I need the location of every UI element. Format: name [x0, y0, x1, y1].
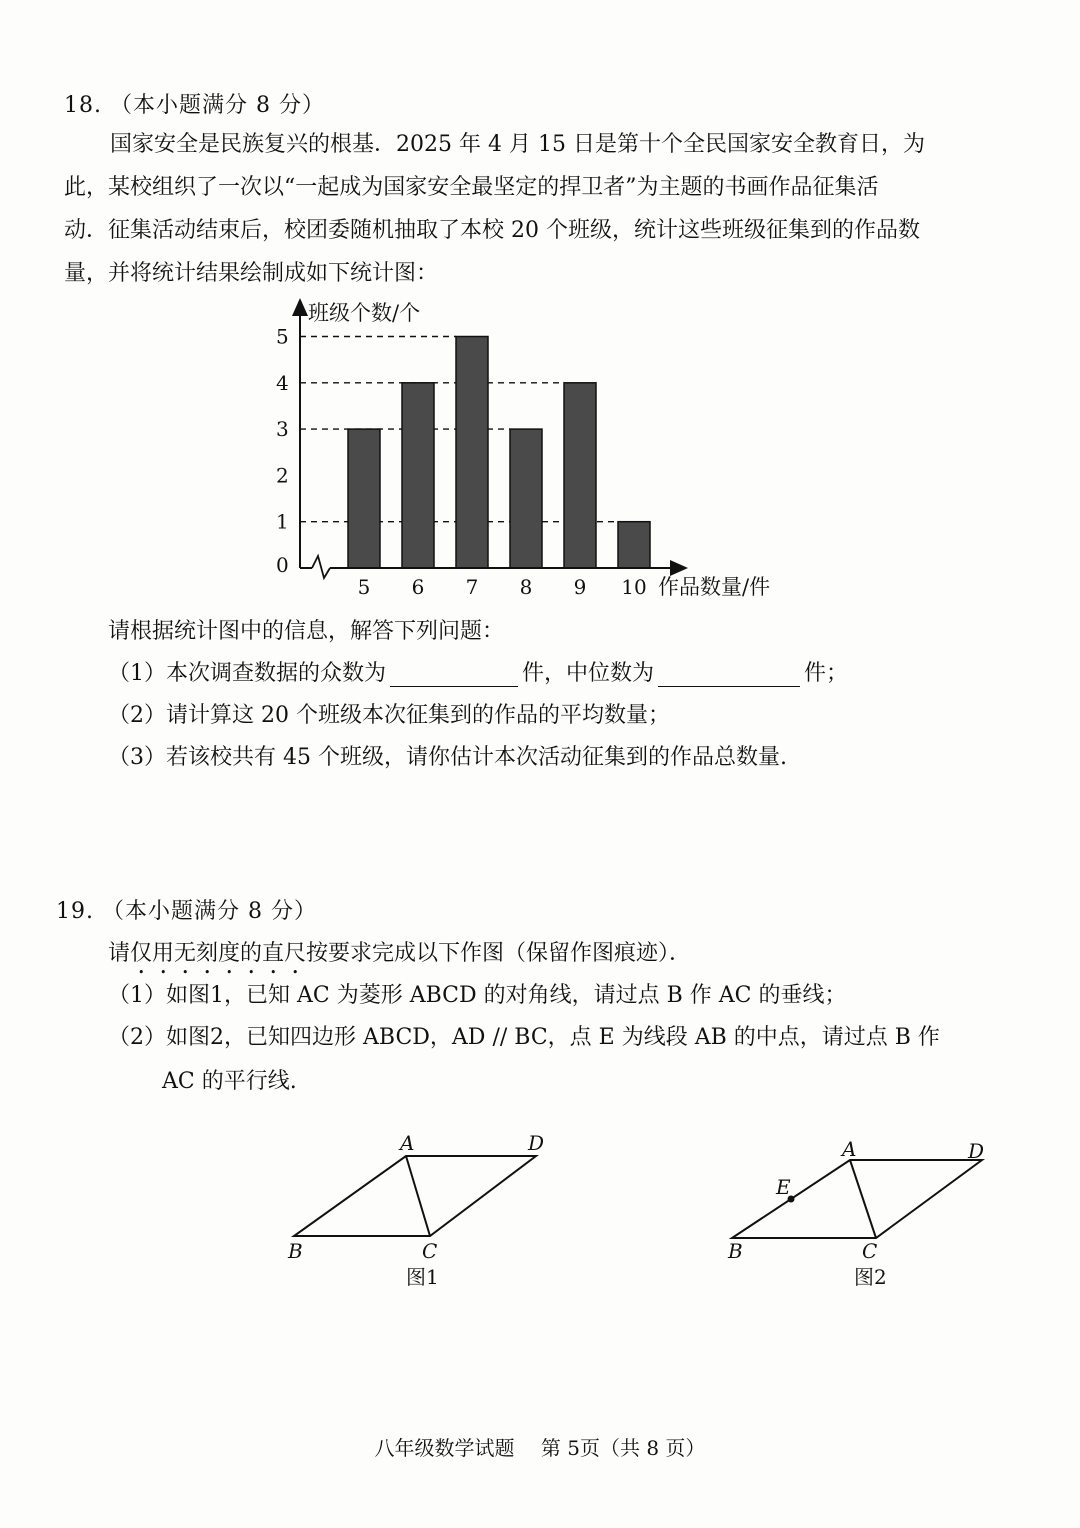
intro-line: 动．征集活动结束后，校团委随机抽取了本校 20 个班级，统计这些班级征集到的作品数	[64, 218, 920, 243]
sub1-text-b: 件，中位数为	[522, 661, 655, 686]
mode-answer-blank[interactable]	[390, 664, 518, 687]
label-d: D	[968, 1139, 985, 1163]
question-19-instruction	[108, 936, 691, 979]
segment-ac	[850, 1160, 876, 1238]
x-tick-label: 5	[357, 575, 371, 599]
chart-bars	[348, 337, 650, 569]
x-axis-label: 作品数量/件	[658, 575, 771, 599]
quadrilateral-abcd	[732, 1160, 982, 1238]
y-tick-label: 4	[276, 370, 289, 395]
question-18-prompt: 请根据统计图中的信息，解答下列问题：	[108, 619, 505, 644]
question-18-sub2: （2）请计算这 20 个班级本次征集到的作品的平均数量；	[108, 703, 670, 728]
figure-2	[718, 1134, 1008, 1294]
question-18-sub3: （3）若该校共有 45 个班级，请你估计本次活动征集到的作品总数量.	[108, 745, 787, 770]
sub1-text-a: （1）本次调查数据的众数为	[108, 661, 386, 686]
label-d: D	[528, 1131, 545, 1155]
label-e: E	[776, 1175, 791, 1199]
intro-line: 此，某校组织了一次以“一起成为国家安全最坚定的捍卫者”为主题的书画作品征集活	[64, 175, 879, 200]
label-c: C	[422, 1239, 438, 1263]
y-tick-label: 1	[276, 509, 289, 534]
bar	[456, 337, 488, 569]
question-number: 18.	[64, 93, 102, 118]
y-axis-label: 班级个数/个	[308, 301, 421, 325]
figure-1	[280, 1128, 560, 1298]
instruction-text-b: 按要求完成以下作图（保留作图痕迹）．	[306, 941, 692, 966]
figure-1-caption: 图1	[406, 1265, 439, 1289]
bar	[348, 429, 380, 568]
question-18-sub1	[108, 656, 848, 687]
label-b: B	[728, 1239, 743, 1263]
question-points: （本小题满分 8 分）	[102, 899, 317, 924]
x-tick-label: 9	[573, 575, 587, 599]
y-tick-label: 0	[276, 553, 289, 577]
axis-break-symbol	[312, 556, 330, 578]
intro-line: 量，并将统计结果绘制成如下统计图：	[64, 261, 439, 286]
y-tick-label: 5	[276, 324, 289, 349]
label-c: C	[862, 1239, 878, 1263]
bar	[564, 383, 596, 568]
label-b: B	[288, 1239, 303, 1263]
diagonal-ac	[406, 1156, 430, 1236]
question-number: 19.	[56, 899, 94, 924]
label-a: A	[842, 1137, 857, 1161]
question-19-sub2-line2: AC 的平行线.	[162, 1069, 297, 1094]
question-18-header	[64, 88, 325, 119]
question-points: （本小题满分 8 分）	[110, 93, 325, 118]
sub1-text-c: 件；	[804, 661, 849, 686]
emphasized-text: 仅用无刻度的直尺	[130, 941, 307, 966]
question-19-sub1: （1）如图1，已知 AC 为菱形 ABCD 的对角线，请过点 B 作 AC 的垂线；	[108, 983, 847, 1008]
bar	[510, 429, 542, 568]
intro-line: 国家安全是民族复兴的根基．2025 年 4 月 15 日是第十个全民国家安全教育日，为	[110, 132, 925, 157]
question-19-header	[56, 894, 317, 925]
x-tick-label: 8	[519, 575, 533, 599]
rhombus-abcd	[294, 1156, 536, 1236]
bar-chart	[260, 298, 800, 608]
x-tick-label: 6	[411, 575, 425, 599]
label-a: A	[400, 1131, 415, 1155]
y-tick-labels	[276, 325, 289, 578]
figure-2-caption: 图2	[854, 1265, 887, 1289]
x-tick-label: 7	[465, 575, 479, 599]
instruction-text-a: 请	[108, 941, 131, 966]
x-tick-label: 10	[621, 575, 647, 599]
question-19-sub2-line1: （2）如图2，已知四边形 ABCD，AD // BC，点 E 为线段 AB 的中点，请过点 B 作	[108, 1025, 940, 1050]
bar	[618, 522, 650, 568]
x-tick-labels	[358, 575, 647, 599]
y-tick-label: 3	[276, 417, 289, 442]
median-answer-blank[interactable]	[658, 664, 800, 687]
page-footer: 八年级数学试题 第 5页（共 8 页）	[374, 1436, 706, 1460]
question-18-intro	[64, 123, 925, 295]
y-tick-label: 2	[276, 463, 289, 488]
bar	[402, 383, 434, 568]
